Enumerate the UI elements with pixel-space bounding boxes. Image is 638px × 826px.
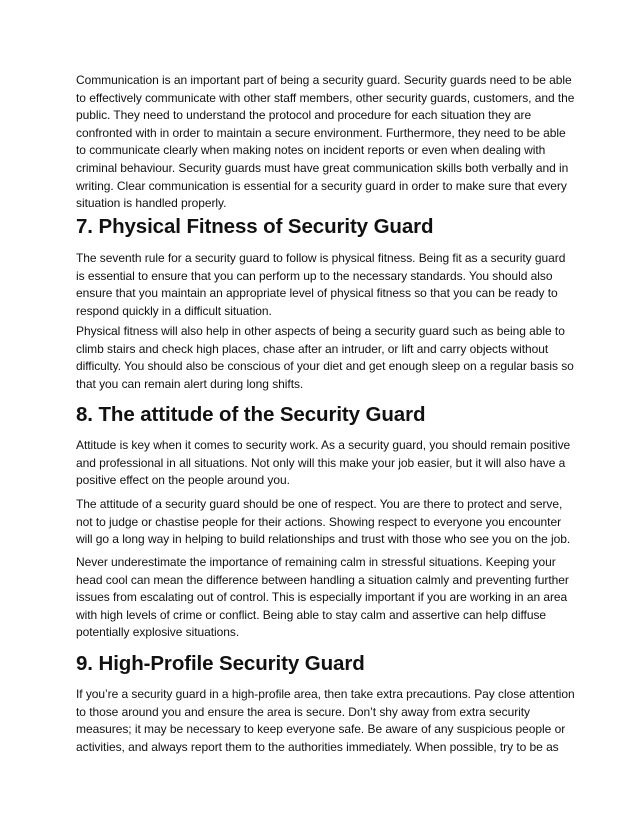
communication-paragraph: Communication is an important part of being a security guard. Security guards need to be able to effectively communicate with other staff members, other security guards, customers, and the public. They need to understand the protocol and procedure for each situation they are confronted with in order to maintain a secure environment. Furthermore, they need to be able to communicate clearly when making notes on incident reports or even when dealing with criminal behaviour. Security guards must have great communication skills both verbally and in writing. Clear communication is essential for a security guard in order to make sure that every situation is handled properly. [76, 73, 575, 211]
attitude-paragraph-1: Attitude is key when it comes to security work. As a security guard, you should remain positive and professional in all situations. Not only will this make your job easier, but it will also have a positive effect on the people around you. [76, 438, 571, 488]
physical-fitness-paragraph-1: The seventh rule for a security guard to follow is physical fitness. Being fit as a security guard is essential to ensure that you can perform up to the necessary standards. You should also ensure that you maintain an appropriate level of physical fitness so that you can be ready to respond quickly in a difficult situation. [76, 251, 566, 318]
attitude-paragraph-2: The attitude of a security guard should be one of respect. You are there to protect and serve, not to judge or chastise people for their actions. Showing respect to everyone you encounter will go a long way in helping to build relationships and trust with those who see you on the job. [76, 497, 571, 547]
high-profile-paragraph-1: If you’re a security guard in a high-profile area, then take extra precautions. Pay close attention to those around you and ensure the area is secure. Don’t shy away from extra security measures; it may be necessary to keep everyone safe. Be aware of any suspicious people or activities, and always report them to the authorities immediately. When possible, try to be as [76, 687, 575, 754]
attitude-paragraph-3: Never underestimate the importance of remaining calm in stressful situations. Keeping your head cool can mean the difference between handling a situation calmly and preventing further issues from escalating out of control. This is especially important if you are working in an area with high levels of crime or conflict. Being able to stay calm and assertive can help diffuse potentially explosive situations. [76, 555, 569, 640]
section-heading-attitude: 8. The attitude of the Security Guard [76, 403, 426, 426]
section-heading-high-profile: 9. High-Profile Security Guard [76, 652, 365, 675]
physical-fitness-paragraph-2: Physical fitness will also help in other aspects of being a security guard such as being able to climb stairs and check high places, chase after an intruder, or lift and carry objects without difficulty. You should also be conscious of your diet and get enough sleep on a regular basis so that you can remain alert during long shifts. [76, 324, 574, 391]
section-heading-physical-fitness: 7. Physical Fitness of Security Guard [76, 215, 434, 238]
